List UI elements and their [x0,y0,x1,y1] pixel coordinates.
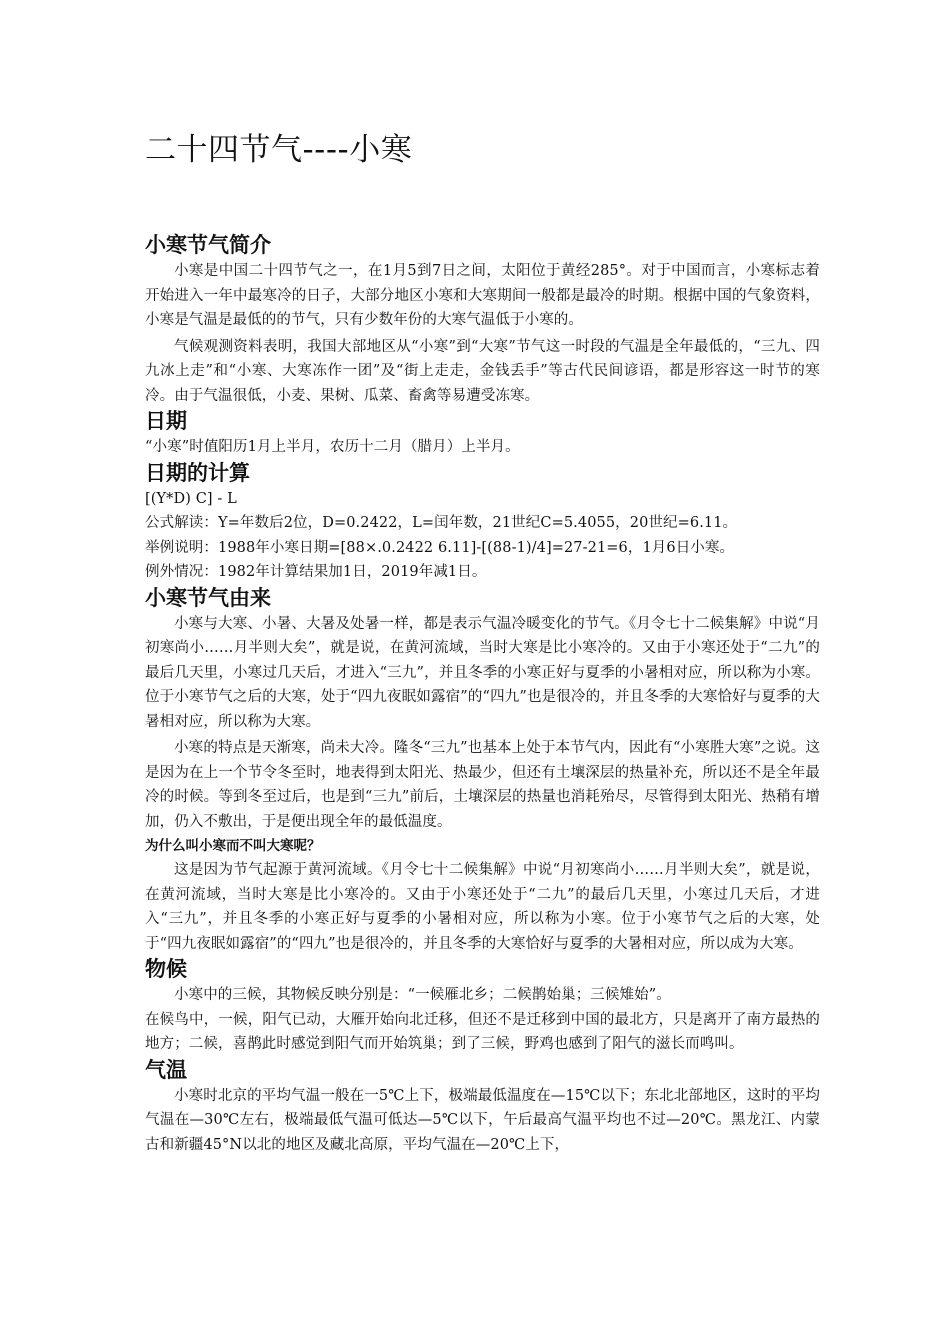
paragraph: 气候观测资料表明，我国大部地区从“小寒”到“大寒”节气这一时段的气温是全年最低的，“三九、四九冰上走”和“小寒、大寒冻作一团”及“街上走走，金钱丢手”等古代民间谚语，都是形容这一时节的寒冷。由于气温很低，小麦、果树、瓜菜、畜禽等易遭受冻寒。 [145,338,820,404]
section-heading-temperature: 气温 [145,1057,187,1082]
section-heading-date: 日期 [145,409,187,433]
paragraph: 在候鸟中，一候，阳气已动，大雁开始向北迁移，但还不是迁移到中国的最北方，只是离开了南方最热的地方；二候，喜鹊此时感觉到阳气而开始筑巢；到了三候，野鸡也感到了阳气的滋长而鸣叫。 [145,1011,820,1052]
section-heading-date-calc: 日期的计算 [145,460,250,485]
document-body [145,128,820,1157]
formula: [(Y*D) C] - L [145,490,237,507]
paragraph: 公式解读：Y=年数后2位，D=0.2422，L=闰年数，21世纪C=5.4055，20世纪=6.11。 [145,515,738,531]
paragraph: 小寒中的三候，其物候反映分别是：“一候雁北乡；二候鹊始巢；三候雉始”。 [174,987,671,1003]
section-heading-origin: 小寒节气由来 [145,585,271,610]
paragraph: 举例说明：1988年小寒日期=[88×.0.2422 6.11]-[(88-1)/4]=27-21=6，1月6日小寒。 [145,539,735,556]
paragraph: “小寒”时值阳历1月上半月，农历十二月（腊月）上半月。 [145,439,520,455]
section-heading-phenology: 物候 [145,957,187,981]
paragraph: 例外情况：1982年计算结果加1日，2019年减1日。 [145,564,487,580]
paragraph: 小寒的特点是天渐寒，尚未大冷。隆冬“三九”也基本上处于本节气内，因此有“小寒胜大寒”之说。这是因为在上一个节令冬至时，地表得到太阳光、热最少，但还有土壤深层的热量补充，所以还不是全年最冷的时候。等到冬至过后，也是到“三九”前后，土壤深层的热量也消耗殆尽，尽管得到太阳光、热稍有增加，仍入不敷出，于是便出现全年的最低温度。 [145,740,820,830]
section-heading-intro: 小寒节气简介 [145,233,271,257]
subsection-heading: 为什么叫小寒而不叫大寒呢？ [145,838,321,854]
paragraph: 小寒是中国二十四节气之一，在1月5到7日之间，太阳位于黄经285°。对于中国而言，小寒标志着开始进入一年中最寒冷的日子，大部分地区小寒和大寒期间一般都是最冷的时期。根据中国的气象资料，小寒是气温是最低的的节气，只有少数年份的大寒气温低于小寒的。 [145,263,820,328]
paragraph: 小寒与大寒、小暑、大暑及处暑一样，都是表示气温冷暖变化的节气。《月令七十二候集解》中说“月初寒尚小……月半则大矣”，就是说，在黄河流域，当时大寒是比小寒冷的。又由于小寒还处于“二九”的最后几天里，小寒过几天后，才进入“三九”，并且冬季的小寒正好与夏季的小暑相对应，所以称为小寒。位于小寒节气之后的大寒，处于“四九夜眠如露宿”的“四九”也是很冷的，并且冬季的大寒恰好与夏季的大暑相对应，所以称为大寒。 [145,615,820,730]
page-title: 二十四节气----小寒 [145,132,413,168]
paragraph: 这是因为节气起源于黄河流域。《月令七十二候集解》中说“月初寒尚小……月半则大矣”，就是说，在黄河流域，当时大寒是比小寒冷的。又由于小寒还处于“二九”的最后几天里，小寒过几天后，才进入“三九”，并且冬季的小寒正好与夏季的小暑相对应，所以称为小寒。位于小寒节气之后的大寒，处于“四九夜眠如露宿”的“四九”也是很冷的，并且冬季的大寒恰好与夏季的大暑相对应，所以成为大寒。 [145,862,820,952]
paragraph: 小寒时北京的平均气温一般在一5℃上下，极端最低温度在—15℃以下；东北北部地区，这时的平均气温在—30℃左右，极端最低气温可低达—5℃以下，午后最高气温平均也不过—20℃。黑龙江、内蒙古和新疆45°N以北的地区及藏北高原，平均气温在—20℃上下， [145,1087,820,1153]
